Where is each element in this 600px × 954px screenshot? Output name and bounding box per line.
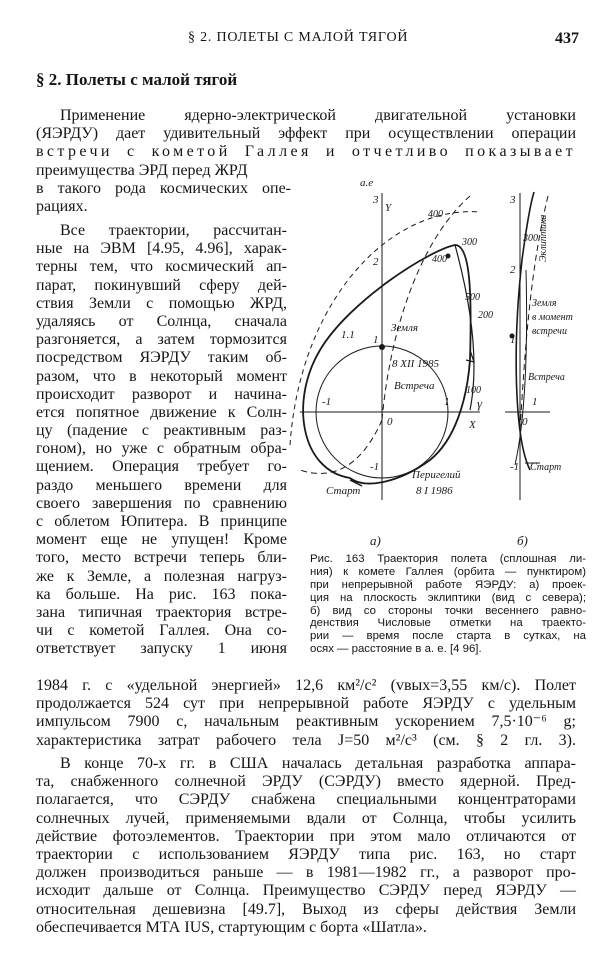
text-line: 1984 г. с «удельной энергией» 12,6 км²/с² (vвых=3,55 км/с). Полет — [36, 677, 576, 694]
label-earth-b-1: Земля — [532, 298, 557, 309]
text-line: ные на ЭВМ [4.95, 4.96], харак- — [36, 240, 287, 258]
day-mark-100: 100 — [466, 385, 481, 396]
text-line: ется попятное движение к Солн- — [36, 403, 287, 421]
text-line: траектории с использованием ЯЭРДУ типа рис. 163, но старт — [36, 845, 576, 863]
text-line: разом, что в некоторый момент — [36, 367, 287, 385]
axis-unit-label: а.е — [360, 177, 374, 189]
axis-x-label: X — [469, 419, 476, 431]
day-mark-400-lower: 400 — [432, 254, 447, 265]
text-line: исходит дальше от Солнца. Преимущество СЭРДУ перед ЯЭРДУ — — [36, 882, 576, 900]
text-line: чи с кометой Галлея. Она со- — [36, 622, 287, 640]
caption-line: денствия Числовые отметки на траекто- — [310, 617, 586, 630]
b-tick-y-neg1: -1 — [510, 461, 520, 473]
text-line: рациях. — [36, 198, 88, 216]
label-ecliptic: Эклиптика — [538, 214, 549, 262]
text-line: та, снабженного солнечной ЭРДУ (СЭРДУ) вместо ядерной. Пред- — [36, 773, 576, 791]
a-tick-y-2: 2 — [373, 256, 379, 268]
text-line: парат, покинувший сферу дей- — [36, 276, 287, 294]
label-earth-b-3: встречи — [532, 326, 567, 337]
paragraph-1 — [36, 107, 576, 162]
paragraph-2 — [36, 222, 287, 659]
a-tick-y-3: 3 — [373, 194, 379, 206]
trajectory-a — [303, 245, 471, 484]
text-line: зана типичная траектория встре- — [36, 603, 287, 621]
figure-163 — [285, 170, 590, 550]
a-tick-x-1: 1 — [444, 396, 450, 408]
text-line: удаляясь от Солнца, сначала — [36, 312, 287, 330]
label-earth-b-2: в момент — [532, 312, 573, 323]
panel-a-label: а) — [370, 533, 381, 548]
label-meeting-b: Встреча — [528, 372, 565, 383]
caption-line: рии — время после старта в сутках, на — [310, 630, 586, 643]
label-meeting-a: Встреча — [394, 380, 435, 392]
text-line: преимущества ЭРД перед ЖРД — [36, 162, 248, 179]
caption-line: при непрерывной работе ЯЭРДУ: а) проек- — [310, 578, 586, 591]
paragraph-1-narrow — [36, 162, 291, 217]
label-earth-a: Земля — [391, 322, 418, 334]
text-line: (ЯЭРДУ) дает удивительный эффект при осуществлении операции — [36, 125, 576, 143]
caption-line: Рис. 163 Траектория полета (сплошная ли- — [310, 553, 586, 565]
text-line: ка больше. На рис. 163 пока- — [36, 585, 287, 603]
b-tick-x-0: 0 — [522, 416, 528, 428]
aries-symbol: γ — [477, 396, 483, 411]
running-head-title: § 2. ПОЛЕТЫ С МАЛОЙ ТЯГОЙ — [188, 30, 409, 45]
section-title: § 2. Полеты с малой тягой — [36, 70, 238, 89]
caption-line: ния) к комете Галлея (орбита — пунктиром) — [310, 565, 586, 578]
figure-caption — [310, 553, 586, 656]
day-mark-400: 400 — [428, 209, 443, 220]
text-line: посредством ЯЭРДУ таким об- — [36, 349, 287, 367]
a-tick-y-neg1: -1 — [370, 461, 380, 473]
text-line: происходит разворот и начина- — [36, 385, 287, 403]
b-day-mark-300: 300 — [523, 233, 538, 244]
text-line: солнечных лучей, применяемыми вдали от Солнца, чтобы усилить — [36, 809, 576, 827]
text-line: ствия Земли с помощью ЖРД, — [36, 294, 287, 312]
text-line: продолжается 524 сут при непрерывной работе ЯЭРДУ с удельным — [36, 695, 576, 713]
label-1-1: 1.1 — [341, 329, 355, 341]
text-line: Все траектории, рассчитан- — [60, 222, 287, 239]
label-date-perihelion: 8 I 1986 — [416, 485, 453, 497]
text-line: Применение ядерно-электрической двигательной установки — [60, 107, 576, 124]
text-line: должен производиться раньше — в 1981—1982 гг., а разворот про- — [36, 864, 576, 882]
a-tick-x-neg1: -1 — [322, 396, 332, 408]
text-line: щением. Операция требует го- — [36, 458, 287, 476]
text-line: характеристика затрат рабочего тела J=50 м²/с³ (см. § 2 гл. 3). — [36, 731, 576, 749]
day-mark-300: 300 — [462, 237, 477, 248]
label-perihelion: Перигелий — [412, 469, 461, 481]
text-line: того, место встречи теперь бли- — [36, 549, 287, 567]
text-line: ответствует запуску 1 июня — [36, 640, 287, 658]
b-tick-y-2: 2 — [510, 264, 516, 276]
paragraph-2-continued — [36, 677, 576, 750]
day-mark-500: 500 — [465, 292, 480, 303]
page-number: 437 — [555, 30, 579, 47]
label-start-b: Старт — [530, 462, 562, 473]
a-tick-x-0: 0 — [387, 416, 393, 428]
caption-line: осях — расстояние в а. е. [4 96]. — [310, 643, 482, 656]
text-line: разгоняется, а затем тормозится — [36, 331, 287, 349]
text-line: В конце 70-х гг. в США началась детальная разработка аппара- — [60, 755, 576, 772]
b-tick-x-1: 1 — [532, 396, 538, 408]
day-mark-200: 200 — [478, 310, 493, 321]
caption-line: ция на плоскость эклиптики (вид с севера); — [310, 591, 586, 604]
a-tick-y-1: 1 — [373, 334, 379, 346]
label-date-meeting: 8 XII 1985 — [392, 358, 440, 370]
b-tick-y-1: 1 — [510, 334, 516, 346]
text-line: терны тем, что космический ап- — [36, 258, 287, 276]
text-line: раздо меньшего времени для — [36, 476, 287, 494]
text-line: действие фотоэлементов. Траектории при этом мало отличаются от — [36, 827, 576, 845]
paragraph-3 — [36, 755, 576, 937]
earth-point-a — [379, 344, 385, 350]
label-start-a: Старт — [326, 485, 361, 497]
text-line: же к Земле, а полезная нагруз- — [36, 567, 287, 585]
text-line: импульсом 7900 с, начальным реактивным ускорением 7,5·10⁻⁶ g; — [36, 713, 576, 731]
panel-b-label: б) — [517, 533, 528, 548]
text-line: встречи с кометой Галлея и отчетливо показывает — [36, 143, 576, 161]
text-line: своего завершения по сравнению — [36, 494, 287, 512]
text-line: с облетом Юпитера. В принципе — [36, 513, 287, 530]
text-line: относительная дешевизна [49.7], Выход из сферы действия Земли — [36, 900, 576, 918]
text-line: обеспечивается МТА IUS, стартующим с борта «Шатла». — [36, 918, 427, 936]
text-line: момент еще не упущен! Кроме — [36, 531, 287, 549]
caption-line: б) вид со стороны точки весеннего равно- — [310, 604, 586, 617]
text-line: полагается, что СЭРДУ снабжена специальными концентраторами — [36, 791, 576, 809]
text-line: гоном), но уже с обратным обра- — [36, 440, 287, 458]
text-line: в такого рода космических опе- — [36, 180, 291, 198]
axis-y-label: Y — [385, 202, 392, 214]
text-line: цу (падение с реактивным раз- — [36, 422, 287, 440]
b-tick-y-3: 3 — [510, 194, 516, 206]
